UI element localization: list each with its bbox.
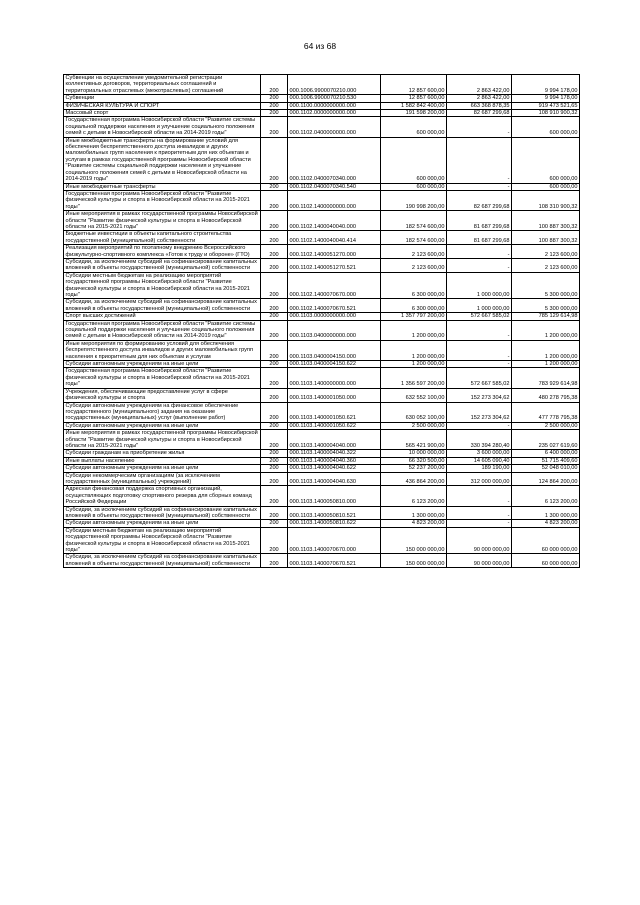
cell-approved: 150 000 000,00	[381, 554, 447, 568]
cell-group-code: 200	[261, 520, 288, 527]
cell-name: Иные выплаты населению	[64, 457, 261, 464]
cell-name: Иные мероприятия в рамках государственной программы Новосибирской области "Развитие физической культуры и спорта в Новосибирской области на 2015-2021 годы"	[64, 430, 261, 450]
cell-unexecuted: 108 310 900,32	[512, 190, 580, 210]
cell-approved: 1 300 000,00	[381, 506, 447, 520]
cell-budget-code: 000.1103.1400004040.630	[288, 472, 381, 486]
cell-name: Бюджетные инвестиции в объекты капитального строительства государственной (муниципальной) собственности	[64, 231, 261, 245]
cell-approved: 1 200 000,00	[381, 340, 447, 360]
budget-table-body	[64, 75, 580, 568]
cell-executed: 189 190,00	[447, 465, 512, 472]
table-row	[64, 422, 580, 429]
cell-executed: -	[447, 520, 512, 527]
cell-budget-code: 000.1102.1400070670.000	[288, 272, 381, 299]
cell-approved: 4 823 200,00	[381, 520, 447, 527]
cell-group-code: 200	[261, 340, 288, 360]
cell-executed: 572 667 585,02	[447, 313, 512, 320]
cell-executed: 90 000 000,00	[447, 527, 512, 554]
cell-name: Адресная финансовая поддержка спортивных организаций, осуществляющих подготовку спортивного резерва для сборных команд Российской Федерации	[64, 486, 261, 506]
cell-budget-code: 000.1103.1400050810.521	[288, 506, 381, 520]
table-row	[64, 231, 580, 245]
cell-group-code: 200	[261, 368, 288, 388]
cell-budget-code: 000.1103.1400004040.360	[288, 457, 381, 464]
cell-approved: 632 552 100,00	[381, 388, 447, 402]
cell-name: Субсидии автономным учреждениям на иные цели	[64, 361, 261, 368]
cell-unexecuted: 6 123 200,00	[512, 486, 580, 506]
table-row	[64, 102, 580, 109]
cell-executed: 2 863 422,00	[447, 75, 512, 95]
cell-name: Субсидии, за исключением субсидий на софинансирование капитальных вложений в объекты государственной (муниципальной) собственности	[64, 258, 261, 272]
cell-executed: 81 687 299,68	[447, 211, 512, 231]
cell-approved: 1 582 842 400,00	[381, 102, 447, 109]
cell-group-code: 200	[261, 110, 288, 117]
cell-name: Спорт высших достижений	[64, 313, 261, 320]
cell-executed: -	[447, 506, 512, 520]
cell-approved: 12 857 600,00	[381, 95, 447, 102]
budget-table	[63, 74, 580, 568]
cell-budget-code: 000.1103.0000000000.000	[288, 313, 381, 320]
cell-approved: 1 200 000,00	[381, 320, 447, 340]
cell-executed: -	[447, 340, 512, 360]
cell-unexecuted: 9 994 178,00	[512, 95, 580, 102]
cell-unexecuted: 1 200 000,00	[512, 361, 580, 368]
cell-group-code: 200	[261, 430, 288, 450]
cell-budget-code: 000.1102.1400040040.414	[288, 231, 381, 245]
cell-approved: 600 000,00	[381, 183, 447, 190]
table-row	[64, 520, 580, 527]
cell-group-code: 200	[261, 472, 288, 486]
cell-name: Субсидии местным бюджетам на реализацию мероприятий государственной программы Новосибирской области "Развитие физической культуры и спорта в Новосибирской области на 2015-2021 годы"	[64, 527, 261, 554]
cell-unexecuted: 785 129 614,98	[512, 313, 580, 320]
cell-approved: 190 998 200,00	[381, 190, 447, 210]
cell-budget-code: 000.1102.0400000000.000	[288, 117, 381, 137]
cell-group-code: 200	[261, 299, 288, 313]
table-row	[64, 117, 580, 137]
cell-approved: 1 200 000,00	[381, 361, 447, 368]
cell-budget-code: 000.1103.1400000000.000	[288, 368, 381, 388]
cell-executed: 82 687 299,68	[447, 110, 512, 117]
cell-group-code: 200	[261, 75, 288, 95]
cell-group-code: 200	[261, 450, 288, 457]
cell-unexecuted: 51 715 409,60	[512, 457, 580, 464]
table-row	[64, 506, 580, 520]
cell-approved: 191 598 200,00	[381, 110, 447, 117]
cell-group-code: 200	[261, 102, 288, 109]
cell-group-code: 200	[261, 457, 288, 464]
cell-name: Учреждения, обеспечивающие предоставление услуг в сфере физической культуры и спорта	[64, 388, 261, 402]
cell-executed: 3 600 000,00	[447, 450, 512, 457]
table-row	[64, 450, 580, 457]
cell-unexecuted: 480 278 795,38	[512, 388, 580, 402]
cell-approved: 150 000 000,00	[381, 527, 447, 554]
cell-approved: 182 574 600,00	[381, 211, 447, 231]
table-row	[64, 95, 580, 102]
cell-unexecuted: 108 910 900,32	[512, 110, 580, 117]
cell-approved: 2 123 600,00	[381, 245, 447, 259]
cell-unexecuted: 2 123 600,00	[512, 258, 580, 272]
cell-approved: 600 000,00	[381, 137, 447, 183]
cell-unexecuted: 1 300 000,00	[512, 506, 580, 520]
cell-name: Иные мероприятия в рамках государственной программы Новосибирской области "Развитие физической культуры и спорта в Новосибирской области на 2015-2021 годы"	[64, 211, 261, 231]
table-row	[64, 402, 580, 422]
table-row	[64, 190, 580, 210]
cell-executed: -	[447, 117, 512, 137]
cell-executed: -	[447, 183, 512, 190]
cell-executed: 330 394 280,40	[447, 430, 512, 450]
cell-budget-code: 000.1102.0400070340.540	[288, 183, 381, 190]
cell-approved: 600 000,00	[381, 117, 447, 137]
cell-name: Иные мероприятия по формированию условий для обеспечения беспрепятственного доступа инвалидов и других маломобильных групп населения к приоритетным для них объектам и услугам	[64, 340, 261, 360]
cell-group-code: 200	[261, 211, 288, 231]
cell-budget-code: 000.1103.1400070670.521	[288, 554, 381, 568]
cell-approved: 52 237 200,00	[381, 465, 447, 472]
cell-name: Государственная программа Новосибирской области "Развитие физической культуры и спорта в Новосибирской области на 2015-2021 годы"	[64, 368, 261, 388]
cell-budget-code: 000.1103.0400004150.622	[288, 361, 381, 368]
cell-executed: 82 687 299,68	[447, 190, 512, 210]
cell-unexecuted: 600 000,00	[512, 183, 580, 190]
cell-budget-code: 000.1103.1400001050.621	[288, 402, 381, 422]
cell-executed: 312 000 000,00	[447, 472, 512, 486]
cell-name: Государственная программа Новосибирской области "Развитие физической культуры и спорта в Новосибирской области на 2015-2021 годы"	[64, 190, 261, 210]
cell-group-code: 200	[261, 527, 288, 554]
table-row	[64, 465, 580, 472]
cell-group-code: 200	[261, 245, 288, 259]
cell-approved: 182 574 600,00	[381, 231, 447, 245]
cell-executed: -	[447, 422, 512, 429]
cell-unexecuted: 2 500 000,00	[512, 422, 580, 429]
cell-budget-code: 000.1103.0400000000.000	[288, 320, 381, 340]
cell-approved: 6 123 200,00	[381, 486, 447, 506]
cell-group-code: 200	[261, 388, 288, 402]
cell-group-code: 200	[261, 554, 288, 568]
cell-executed: 572 667 585,02	[447, 368, 512, 388]
table-row	[64, 430, 580, 450]
cell-unexecuted: 477 778 795,38	[512, 402, 580, 422]
cell-budget-code: 000.1103.1400070670.000	[288, 527, 381, 554]
cell-approved: 2 500 000,00	[381, 422, 447, 429]
cell-approved: 2 123 600,00	[381, 258, 447, 272]
cell-unexecuted: 5 300 000,00	[512, 299, 580, 313]
cell-group-code: 200	[261, 506, 288, 520]
cell-unexecuted: 600 000,00	[512, 117, 580, 137]
cell-budget-code: 000.1006.9900070210.000	[288, 75, 381, 95]
cell-name: Субвенции	[64, 95, 261, 102]
cell-name: Государственная программа Новосибирской области "Развитие системы социальной поддержки населения и улучшение социального положения семей с детьми в Новосибирской области на 2014-2019 годы"	[64, 117, 261, 137]
cell-executed: 81 687 299,68	[447, 231, 512, 245]
cell-name: Субсидии некоммерческим организациям (за исключением государственных (муниципальных) учреждений)	[64, 472, 261, 486]
cell-name: Субсидии автономным учреждениям на иные цели	[64, 422, 261, 429]
table-row	[64, 486, 580, 506]
cell-executed: 152 273 304,62	[447, 402, 512, 422]
cell-budget-code: 000.1103.1400001050.000	[288, 388, 381, 402]
table-row	[64, 75, 580, 95]
cell-approved: 565 421 900,00	[381, 430, 447, 450]
cell-name: Реализация мероприятий по поэтапному внедрению Всероссийского физкультурно-спортивного комплекса «Готов к труду и обороне» (ГТО)	[64, 245, 261, 259]
cell-name: Субсидии местным бюджетам на реализацию мероприятий государственной программы Новосибирской области "Развитие физической культуры и спорта в Новосибирской области на 2015-2021 годы"	[64, 272, 261, 299]
cell-budget-code: 000.1103.0400004150.000	[288, 340, 381, 360]
cell-name: Субвенции на осуществление уведомительной регистрации коллективных договоров, территориальных соглашений и территориальных отраслевых (межотраслевых) соглашений	[64, 75, 261, 95]
cell-unexecuted: 100 887 300,32	[512, 231, 580, 245]
cell-group-code: 200	[261, 117, 288, 137]
cell-unexecuted: 100 887 300,32	[512, 211, 580, 231]
cell-budget-code: 000.1102.1400040040.000	[288, 211, 381, 231]
cell-budget-code: 000.1103.1400050810.622	[288, 520, 381, 527]
cell-group-code: 200	[261, 361, 288, 368]
table-row	[64, 472, 580, 486]
cell-group-code: 200	[261, 183, 288, 190]
cell-executed: -	[447, 361, 512, 368]
cell-executed: 663 368 878,35	[447, 102, 512, 109]
table-row	[64, 457, 580, 464]
table-row	[64, 368, 580, 388]
cell-name: Субсидии, за исключением субсидий на софинансирование капитальных вложений в объекты государственной (муниципальной) собственности	[64, 554, 261, 568]
cell-approved: 1 357 797 200,00	[381, 313, 447, 320]
cell-unexecuted: 919 473 521,65	[512, 102, 580, 109]
cell-unexecuted: 5 300 000,00	[512, 272, 580, 299]
table-row	[64, 110, 580, 117]
cell-unexecuted: 1 200 000,00	[512, 320, 580, 340]
cell-executed: -	[447, 137, 512, 183]
cell-executed: 90 000 000,00	[447, 554, 512, 568]
cell-budget-code: 000.1103.1400001050.622	[288, 422, 381, 429]
table-row	[64, 211, 580, 231]
cell-budget-code: 000.1102.1400070670.521	[288, 299, 381, 313]
cell-unexecuted: 783 929 614,98	[512, 368, 580, 388]
cell-budget-code: 000.1102.0400070340.000	[288, 137, 381, 183]
cell-name: Массовый спорт	[64, 110, 261, 117]
cell-unexecuted: 60 000 000,00	[512, 554, 580, 568]
table-row	[64, 320, 580, 340]
cell-executed: -	[447, 320, 512, 340]
cell-unexecuted: 2 123 600,00	[512, 245, 580, 259]
cell-group-code: 200	[261, 95, 288, 102]
cell-unexecuted: 124 864 200,00	[512, 472, 580, 486]
cell-name: Иные межбюджетные трансферты	[64, 183, 261, 190]
cell-executed: 1 000 000,00	[447, 272, 512, 299]
cell-unexecuted: 9 994 178,00	[512, 75, 580, 95]
cell-unexecuted: 4 823 200,00	[512, 520, 580, 527]
cell-budget-code: 000.1103.1400004040.322	[288, 450, 381, 457]
table-row	[64, 361, 580, 368]
cell-name: ФИЗИЧЕСКАЯ КУЛЬТУРА И СПОРТ	[64, 102, 261, 109]
cell-group-code: 200	[261, 272, 288, 299]
cell-executed: 1 000 000,00	[447, 299, 512, 313]
table-row	[64, 272, 580, 299]
cell-group-code: 200	[261, 422, 288, 429]
cell-name: Субсидии гражданам на приобретение жилья	[64, 450, 261, 457]
cell-approved: 436 864 200,00	[381, 472, 447, 486]
cell-name: Субсидии, за исключением субсидий на софинансирование капитальных вложений в объекты государственной (муниципальной) собственности	[64, 506, 261, 520]
cell-executed: 152 273 304,62	[447, 388, 512, 402]
cell-approved: 6 300 000,00	[381, 299, 447, 313]
cell-approved: 1 356 597 200,00	[381, 368, 447, 388]
cell-unexecuted: 52 048 010,00	[512, 465, 580, 472]
table-row	[64, 340, 580, 360]
cell-budget-code: 000.1102.1400051270.521	[288, 258, 381, 272]
cell-budget-code: 000.1100.0000000000.000	[288, 102, 381, 109]
table-row	[64, 137, 580, 183]
cell-executed: -	[447, 245, 512, 259]
cell-budget-code: 000.1102.1400000000.000	[288, 190, 381, 210]
cell-group-code: 200	[261, 137, 288, 183]
table-row	[64, 388, 580, 402]
cell-executed: -	[447, 486, 512, 506]
cell-group-code: 200	[261, 465, 288, 472]
cell-executed: 14 605 090,40	[447, 457, 512, 464]
cell-group-code: 200	[261, 313, 288, 320]
cell-group-code: 200	[261, 320, 288, 340]
cell-group-code: 200	[261, 258, 288, 272]
cell-approved: 10 000 000,00	[381, 450, 447, 457]
cell-unexecuted: 600 000,00	[512, 137, 580, 183]
cell-budget-code: 000.1102.1400051270.000	[288, 245, 381, 259]
cell-budget-code: 000.1103.1400004040.622	[288, 465, 381, 472]
cell-budget-code: 000.1006.9900070210.530	[288, 95, 381, 102]
cell-budget-code: 000.1103.1400050810.000	[288, 486, 381, 506]
cell-executed: 2 863 422,00	[447, 95, 512, 102]
table-row	[64, 299, 580, 313]
cell-executed: -	[447, 258, 512, 272]
cell-name: Субсидии автономным учреждениям на иные цели	[64, 520, 261, 527]
page-number: 64 из 68	[303, 41, 337, 51]
table-row	[64, 554, 580, 568]
cell-group-code: 200	[261, 231, 288, 245]
cell-unexecuted: 235 027 619,60	[512, 430, 580, 450]
cell-approved: 630 052 100,00	[381, 402, 447, 422]
cell-approved: 12 857 600,00	[381, 75, 447, 95]
table-row	[64, 527, 580, 554]
cell-group-code: 200	[261, 190, 288, 210]
cell-budget-code: 000.1102.0000000000.000	[288, 110, 381, 117]
cell-name: Субсидии, за исключением субсидий на софинансирование капитальных вложений в объекты государственной (муниципальной) собственности	[64, 299, 261, 313]
cell-group-code: 200	[261, 486, 288, 506]
cell-unexecuted: 60 000 000,00	[512, 527, 580, 554]
cell-unexecuted: 6 400 000,00	[512, 450, 580, 457]
cell-name: Государственная программа Новосибирской области "Развитие системы социальной поддержки населения и улучшение социального положения семей с детьми в Новосибирской области на 2014-2019 годы"	[64, 320, 261, 340]
cell-approved: 6 300 000,00	[381, 272, 447, 299]
cell-unexecuted: 1 200 000,00	[512, 340, 580, 360]
table-row	[64, 313, 580, 320]
cell-approved: 66 320 500,00	[381, 457, 447, 464]
cell-group-code: 200	[261, 402, 288, 422]
cell-name: Субсидии автономным учреждениям на финансовое обеспечение государственного (муниципального) задания на оказание государственных (муниципальных) услуг (выполнение работ)	[64, 402, 261, 422]
table-row	[64, 245, 580, 259]
table-row	[64, 183, 580, 190]
cell-budget-code: 000.1103.1400004040.000	[288, 430, 381, 450]
cell-name: Субсидии автономным учреждениям на иные цели	[64, 465, 261, 472]
cell-name: Иные межбюджетные трансферты на формирование условий для обеспечения беспрепятственного доступа инвалидов и других маломобильных групп населения к приоритетным для них объектам и услугам в рамках государственной программы Новосибирской области "Развитие системы социальной поддержки населения и улучшение социального положения семей с детьми в Новосибирской области на 2014-2019 годы"	[64, 137, 261, 183]
table-row	[64, 258, 580, 272]
